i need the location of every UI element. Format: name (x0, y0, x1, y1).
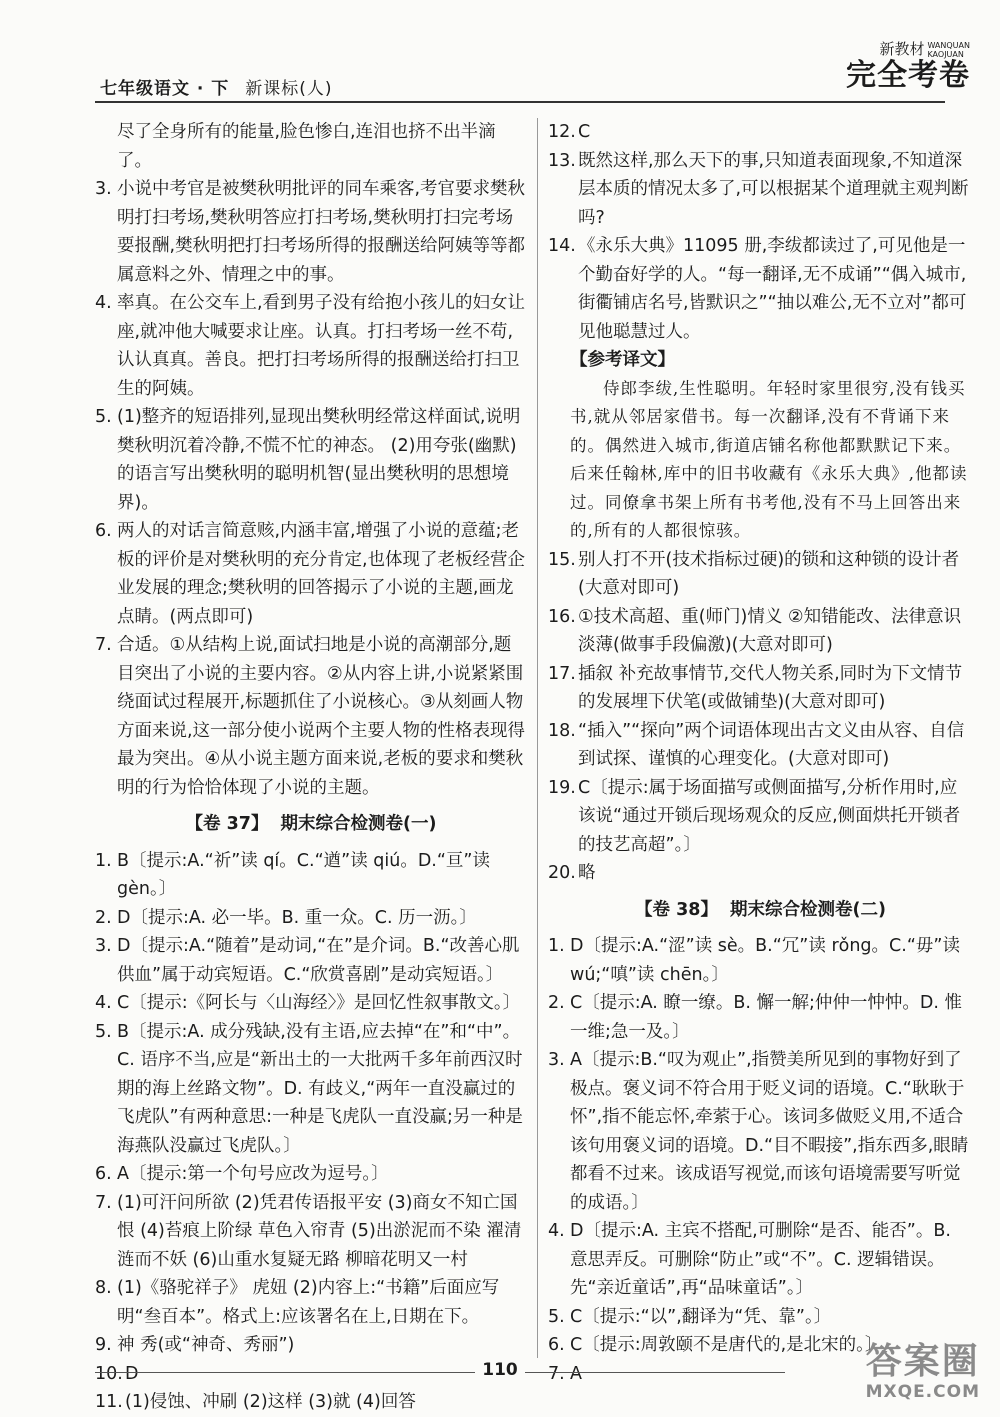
brand-top: 新教材 (879, 40, 925, 58)
answer-text: C〔提示:《阿长与〈山海经〉》是回忆性叙事散文。〕 (117, 993, 521, 1013)
answer-item (95, 403, 527, 517)
answer-text: C〔提示:“以”,翻译为“凭、靠”。〕 (570, 1306, 832, 1327)
answer-item (548, 859, 973, 888)
section-heading (95, 810, 527, 839)
answer-number: 11. (95, 1392, 123, 1412)
answer-text: (1)可汗问所欲 (2)凭君传语报平安 (3)商女不知亡国恨 (4)苔痕上阶绿 草色入帘青 (5)出淤泥而不染 濯清涟而不妖 (6)山重水复疑无路 柳暗花明又一村 (117, 1192, 522, 1270)
answer-item (95, 1160, 527, 1189)
answer-item (548, 660, 973, 717)
answer-text: C〔提示:A. 瞭一缭。B. 懈一解;仲仲一忡忡。D. 惟一维;急一及。〕 (570, 993, 963, 1042)
answer-text: B〔提示:A.“祈”读 qí。C.“遒”读 qiú。D.“亘”读 gèn。〕 (117, 850, 491, 899)
answer-item (548, 232, 973, 346)
answer-item (95, 1189, 527, 1275)
answer-number: 4. (95, 993, 112, 1013)
answer-number: 5. (95, 1021, 112, 1042)
answer-number: 5. (548, 1306, 565, 1327)
answer-item (548, 774, 973, 860)
answer-item (95, 289, 527, 403)
watermark-url: MXQE.COM (865, 1382, 980, 1402)
answer-text: (1)侵蚀、冲刷 (2)这样 (3)就 (4)回答 (125, 1392, 416, 1412)
answer-item (95, 1331, 527, 1360)
answer-text: 合适。①从结构上说,面试扫地是小说的高潮部分,题目突出了小说的主要内容。②从内容上讲,小说紧紧围绕面试过程展开,标题抓住了小说核心。③从刻画人物方面来说,这一部分使小说两个主要人物的性格表现得最为突出。④从小说主题方面来说,老板的要求和樊秋明的行为恰恰体现了小说的主题。 (117, 635, 526, 798)
answer-text: 神 秀(或“神奇、秀丽”) (117, 1335, 295, 1355)
answer-number: 4. (548, 1221, 565, 1241)
answer-item (95, 1274, 527, 1331)
answer-text: C (578, 122, 591, 142)
answer-item (95, 1018, 527, 1161)
answer-number: 5. (95, 407, 112, 427)
answer-text: (1)《骆驼祥子》 虎妞 (2)内容上:“书籍”后面应写明“叁百本”。格式上:应该署名在上,日期在下。 (117, 1278, 500, 1327)
answer-text: 略 (578, 863, 596, 883)
answer-text: 插叙 补充故事情节,交代人物关系,同时为下文情节的发展埋下伏笔(或做铺垫)(大意对即可) (578, 663, 963, 712)
answer-number: 14. (548, 236, 576, 256)
section-heading (548, 896, 973, 925)
answer-number: 6. (95, 521, 112, 541)
answer-number: 6. (95, 1164, 112, 1184)
answer-item (548, 546, 973, 603)
answer-item (548, 603, 973, 660)
brand-pinyin: WANQUAN KAOJUAN (927, 40, 970, 59)
section-title: 期末综合检测卷(二) (729, 899, 886, 920)
answer-text: 小说中考官是被樊秋明批评的同车乘客,考官要求樊秋明打扫考场,樊秋明答应打扫考场,樊秋明打扫完考场要报酬,樊秋明把打扫考场所得的报酬送给阿姨等等都属意料之外、情理之中的事。 (117, 179, 526, 285)
answer-item (548, 717, 973, 774)
footer-rule-right (525, 1372, 785, 1373)
answer-text: A〔提示:B.“叹为观止”,指赞美所见到的事物好到了极点。褒义词不符合用于贬义词的语境。C.“耿耿于怀”,指不能忘怀,牵萦于心。该词多做贬义用,不适合该句用褒义词的语境。D.“目不暇接”,指东西多,眼睛都看不过来。该成语写视觉,而该句语境需要写听觉的成语。〕 (570, 1050, 969, 1213)
continued-text: 尽了全身所有的能量,脸色惨白,连泪也挤不出半滴了。 (117, 122, 496, 171)
answer-item (95, 1388, 527, 1417)
answer-number: 8. (95, 1278, 112, 1298)
answer-item (95, 631, 527, 802)
answer-item (95, 989, 527, 1018)
answer-text: D〔提示:A. 主宾不搭配,可删除“是否、能否”。B. 意思弄反。可删除“防止”或“不”。C. 逻辑错误。先“亲近童话”,再“品味童话”。〕 (570, 1221, 951, 1298)
answer-number: 7. (548, 1363, 565, 1384)
answer-number: 1. (548, 936, 565, 956)
answer-text: A (570, 1363, 582, 1384)
answer-text: D〔提示:A.“涩”读 sè。B.“冗”读 rǒng。C.“毋”读 wú;“嗔”读 chēn。〕 (570, 936, 960, 985)
page-header (0, 0, 1000, 110)
answer-item (95, 904, 527, 933)
answer-number: 7. (95, 1192, 112, 1213)
answer-number: 3. (548, 1050, 565, 1070)
brand-logo (846, 38, 970, 93)
translation-heading: 【参考译文】 (570, 350, 675, 370)
section-label: 【卷 37】 (185, 814, 269, 834)
translation-text: 侍郎李绂,生性聪明。年轻时家里很穷,没有钱买书,就从邻居家借书。每一次翻译,没有不背诵下来的。偶然进入城市,街道店铺名称他都默默记下来。后来任翰林,库中的旧书收藏有《永乐大典》,他都读过。同僚拿书架上所有书考他,没有不马上回答出来的,所有的人都很惊骇。 (570, 378, 968, 540)
answer-item (95, 932, 527, 989)
section-label: 【卷 38】 (635, 899, 718, 920)
answer-number: 16. (548, 606, 576, 627)
answer-item (95, 847, 527, 904)
answer-item (95, 517, 527, 631)
answer-item (548, 989, 973, 1046)
answer-number: 15. (548, 549, 576, 570)
answer-text: (1)整齐的短语排列,显现出樊秋明经常这样面试,说明樊秋明沉着冷静,不慌不忙的神态。 (2)用夸张(幽默)的语言写出樊秋明的聪明机智(显出樊秋明的思想境界)。 (117, 407, 521, 513)
answer-text: 两人的对话言简意赅,内涵丰富,增强了小说的意蕴;老板的评价是对樊秋明的充分肯定,也体现了老板经营企业发展的理念;樊秋明的回答揭示了小说的主题,画龙点睛。(两点即可) (117, 521, 526, 627)
answer-text: 既然这样,那么天下的事,只知道表面现象,不知道深层本质的情况太多了,可以根据某个道理就主观判断吗? (578, 150, 969, 228)
answer-text: C〔提示:周敦颐不是唐代的,是北宋的。〕 (570, 1335, 883, 1355)
section-title: 期末综合检测卷(一) (280, 814, 437, 834)
edition-label: 新课标(人) (245, 79, 333, 99)
answer-number: 19. (548, 777, 576, 798)
watermark-logo: 答案圈 (865, 1341, 980, 1382)
answer-number: 3. (95, 936, 112, 956)
answer-number: 3. (95, 179, 112, 199)
answer-number: 1. (95, 850, 112, 871)
answer-text: 《永乐大典》11095 册,李绂都读过了,可见他是一个勤奋好学的人。“每一翻译,无不成诵”“偶入城市,街衢铺店名号,皆默识之”“抽以难公,无不立对”都可见他聪慧过人。 (578, 236, 967, 342)
answer-number: 12. (548, 122, 576, 142)
answer-number: 7. (95, 635, 112, 655)
answer-text: 率真。在公交车上,看到男子没有给抱小孩儿的妇女让座,就冲他大喊要求让座。认真。打扫考场一丝不苟,认认真真。善良。把打扫考场所得的报酬送给打扫卫生的阿姨。 (117, 293, 526, 399)
answer-text: B〔提示:A. 成分残缺,没有主语,应去掉“在”和“中”。C. 语序不当,应是“新出土的一大批两千多年前西汉时期的海上丝路文物”。D. 有歧义,“两年一直没赢过的飞虎队”有两种意思:一种是飞虎队一直没赢;另一种是海燕队没赢过飞虎队。〕 (117, 1021, 523, 1156)
answer-number: 2. (95, 907, 112, 928)
answer-number: 4. (95, 293, 112, 313)
answer-number: 9. (95, 1335, 112, 1355)
answer-number: 10. (95, 1363, 123, 1384)
answer-item (548, 118, 973, 147)
answer-item (548, 147, 973, 233)
header-rule (95, 101, 945, 103)
left-column (95, 118, 527, 1417)
answer-text: ①技术高超、重(师门)情义 ②知错能改、法律意识淡薄(做事手段偏激)(大意对即可) (578, 606, 962, 655)
page-number: 110 (482, 1360, 518, 1380)
answer-item (548, 1217, 973, 1303)
footer-rule-left (95, 1372, 475, 1373)
answer-item (548, 1046, 973, 1217)
answer-number: 2. (548, 993, 565, 1013)
answer-text: 别人打不开(技术指标过硬)的锁和这种锁的设计者(大意对即可) (578, 549, 960, 598)
brand-main: 完全考卷 (846, 58, 970, 93)
answer-number: 20. (548, 863, 576, 883)
answer-item (548, 1303, 973, 1332)
answer-text: C〔提示:属于场面描写或侧面描写,分析作用时,应该说“通过开锁后现场观众的反应,侧面烘托开锁者的技艺高超”。〕 (578, 777, 961, 855)
column-divider (537, 118, 538, 1358)
answer-number: 13. (548, 150, 576, 171)
answer-item (95, 175, 527, 289)
book-title (100, 74, 333, 99)
answer-text: D (125, 1363, 139, 1384)
answer-number: 18. (548, 720, 576, 741)
answer-number: 17. (548, 663, 576, 684)
answer-text: D〔提示:A.“随着”是动词,“在”是介词。B.“改善心肌供血”属于动宾短语。C.“欣赏喜剧”是动宾短语。〕 (117, 936, 520, 985)
book-name: 七年级语文 · 下 (100, 79, 230, 99)
watermark (866, 1342, 980, 1402)
answer-item (95, 1360, 527, 1389)
answer-text: A〔提示:第一个句号应改为逗号。〕 (117, 1164, 389, 1184)
answer-text: “插入”“探向”两个词语体现出古文义由从容、自信到试探、谨慎的心理变化。(大意对即可) (578, 720, 965, 769)
right-column (548, 118, 973, 1388)
answer-text: D〔提示:A. 必一毕。B. 重一众。C. 历一沥。〕 (117, 907, 477, 928)
answer-number: 6. (548, 1335, 565, 1355)
answer-item (548, 932, 973, 989)
